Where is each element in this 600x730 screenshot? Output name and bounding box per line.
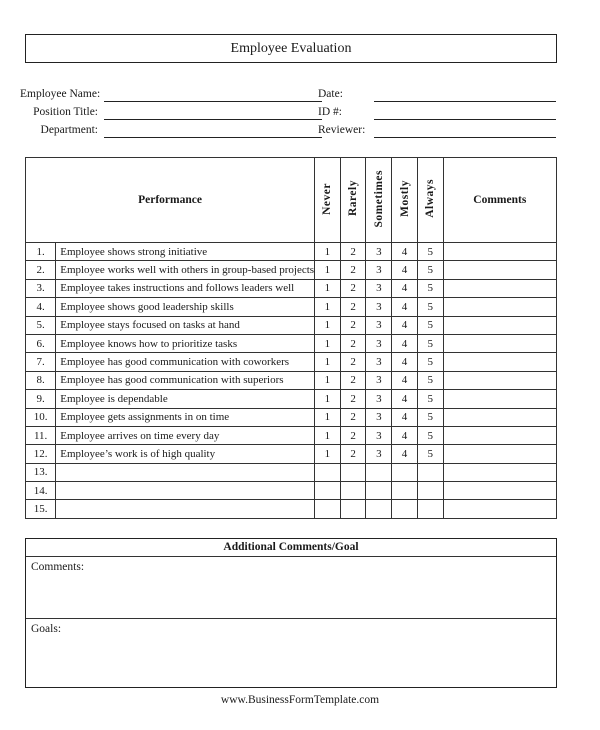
row-comment-cell[interactable] (443, 353, 556, 371)
rating-cell[interactable]: 4 (392, 261, 418, 279)
scale-header-sometimes: Sometimes (366, 158, 392, 243)
row-number: 15. (26, 500, 56, 518)
row-number: 14. (26, 482, 56, 500)
row-criterion: Employee has good communication with coworkers (56, 353, 315, 371)
department-field[interactable] (104, 137, 322, 138)
rating-cell[interactable]: 4 (392, 371, 418, 389)
date-label: Date: (318, 88, 343, 100)
row-number: 3. (26, 279, 56, 297)
row-comment-cell[interactable] (443, 334, 556, 352)
performance-table (25, 157, 557, 519)
rating-cell[interactable] (366, 463, 392, 481)
table-header-row (26, 158, 557, 243)
row-criterion: Employee takes instructions and follows leaders well (56, 279, 315, 297)
id-field[interactable] (374, 119, 556, 120)
table-row (26, 408, 557, 426)
rating-cell[interactable]: 3 (366, 390, 392, 408)
row-comment-cell[interactable] (443, 279, 556, 297)
scale-header-rarely: Rarely (340, 158, 366, 243)
performance-header: Performance (26, 158, 315, 243)
row-number: 9. (26, 390, 56, 408)
row-number: 12. (26, 445, 56, 463)
row-number: 5. (26, 316, 56, 334)
row-number: 10. (26, 408, 56, 426)
rating-cell[interactable]: 3 (366, 371, 392, 389)
rating-cell[interactable]: 4 (392, 298, 418, 316)
rating-cell[interactable] (392, 463, 418, 481)
rating-cell[interactable]: 2 (340, 371, 366, 389)
row-comment-cell[interactable] (443, 316, 556, 334)
rating-cell[interactable]: 2 (340, 334, 366, 352)
additional-comments-header: Additional Comments/Goal (26, 539, 556, 557)
rating-cell[interactable]: 1 (315, 371, 341, 389)
position-title-label: Position Title: (33, 106, 98, 118)
rating-cell[interactable]: 1 (315, 298, 341, 316)
row-comment-cell[interactable] (443, 390, 556, 408)
row-comment-cell[interactable] (443, 445, 556, 463)
row-number: 4. (26, 298, 56, 316)
rating-cell[interactable]: 2 (340, 353, 366, 371)
rating-cell[interactable]: 5 (417, 426, 443, 444)
table-row (26, 445, 557, 463)
rating-cell[interactable]: 1 (315, 243, 341, 261)
rating-cell[interactable]: 5 (417, 334, 443, 352)
reviewer-label: Reviewer: (318, 124, 366, 136)
row-criterion (56, 500, 315, 518)
row-criterion: Employee shows good leadership skills (56, 298, 315, 316)
rating-cell[interactable]: 2 (340, 279, 366, 297)
row-criterion: Employee arrives on time every day (56, 426, 315, 444)
row-number: 1. (26, 243, 56, 261)
row-comment-cell[interactable] (443, 243, 556, 261)
rating-cell[interactable]: 4 (392, 426, 418, 444)
rating-cell[interactable]: 5 (417, 371, 443, 389)
rating-cell[interactable]: 4 (392, 445, 418, 463)
rating-cell[interactable]: 2 (340, 390, 366, 408)
table-row (26, 463, 557, 481)
row-criterion: Employee works well with others in group-based projects (56, 261, 315, 279)
comments-label: Comments: (31, 561, 85, 573)
scale-header-mostly: Mostly (392, 158, 418, 243)
rating-cell[interactable]: 2 (340, 261, 366, 279)
table-row (26, 334, 557, 352)
rating-cell[interactable]: 2 (340, 408, 366, 426)
rating-cell[interactable]: 5 (417, 390, 443, 408)
row-comment-cell[interactable] (443, 463, 556, 481)
row-number: 11. (26, 426, 56, 444)
rating-cell[interactable] (392, 482, 418, 500)
rating-cell[interactable]: 4 (392, 316, 418, 334)
rating-cell[interactable]: 5 (417, 445, 443, 463)
row-criterion (56, 463, 315, 481)
rating-cell[interactable]: 1 (315, 445, 341, 463)
table-row (26, 261, 557, 279)
row-comment-cell[interactable] (443, 408, 556, 426)
rating-cell[interactable]: 5 (417, 243, 443, 261)
row-number: 6. (26, 334, 56, 352)
row-criterion: Employee shows strong initiative (56, 243, 315, 261)
rating-cell[interactable]: 2 (340, 445, 366, 463)
rating-cell[interactable]: 1 (315, 334, 341, 352)
comments-area[interactable] (26, 557, 556, 619)
rating-cell[interactable]: 2 (340, 243, 366, 261)
rating-cell[interactable]: 3 (366, 408, 392, 426)
employee-name-label: Employee Name: (20, 88, 101, 100)
rating-cell[interactable]: 5 (417, 408, 443, 426)
rating-cell[interactable] (315, 463, 341, 481)
table-row (26, 390, 557, 408)
rating-cell[interactable]: 1 (315, 390, 341, 408)
date-field[interactable] (374, 101, 556, 102)
rating-cell[interactable]: 5 (417, 316, 443, 334)
rating-cell[interactable]: 2 (340, 298, 366, 316)
scale-header-always: Always (417, 158, 443, 243)
rating-cell[interactable]: 3 (366, 445, 392, 463)
rating-cell[interactable]: 5 (417, 298, 443, 316)
rating-cell[interactable] (417, 500, 443, 518)
row-comment-cell[interactable] (443, 371, 556, 389)
position-title-field[interactable] (104, 119, 322, 120)
rating-cell[interactable]: 2 (340, 426, 366, 444)
row-criterion: Employee stays focused on tasks at hand (56, 316, 315, 334)
row-number: 7. (26, 353, 56, 371)
additional-comments-section (25, 538, 557, 688)
footer-url: www.BusinessFormTemplate.com (220, 694, 380, 706)
rating-cell[interactable]: 1 (315, 408, 341, 426)
reviewer-field[interactable] (374, 137, 556, 138)
employee-name-field[interactable] (104, 101, 322, 102)
row-criterion: Employee’s work is of high quality (56, 445, 315, 463)
row-criterion: Employee gets assignments in on time (56, 408, 315, 426)
row-comment-cell[interactable] (443, 500, 556, 518)
rating-cell[interactable]: 3 (366, 334, 392, 352)
table-row (26, 298, 557, 316)
rating-cell[interactable]: 4 (392, 390, 418, 408)
rating-cell[interactable]: 3 (366, 353, 392, 371)
row-criterion: Employee has good communication with superiors (56, 371, 315, 389)
row-criterion (56, 482, 315, 500)
rating-cell[interactable]: 1 (315, 353, 341, 371)
rating-cell[interactable]: 5 (417, 353, 443, 371)
rating-cell[interactable]: 4 (392, 353, 418, 371)
table-row (26, 482, 557, 500)
rating-cell[interactable]: 3 (366, 261, 392, 279)
rating-cell[interactable] (315, 500, 341, 518)
row-number: 13. (26, 463, 56, 481)
rating-cell[interactable]: 4 (392, 243, 418, 261)
id-label: ID #: (318, 106, 342, 118)
rating-cell[interactable] (315, 482, 341, 500)
row-number: 8. (26, 371, 56, 389)
rating-cell[interactable]: 3 (366, 316, 392, 334)
rating-cell[interactable] (366, 500, 392, 518)
rating-cell[interactable]: 2 (340, 316, 366, 334)
comments-header: Comments (443, 158, 556, 243)
rating-cell[interactable]: 3 (366, 243, 392, 261)
goals-label: Goals: (31, 623, 62, 635)
goals-area[interactable] (26, 619, 556, 639)
rating-cell[interactable]: 3 (366, 426, 392, 444)
rating-cell[interactable]: 5 (417, 279, 443, 297)
rating-cell[interactable]: 4 (392, 408, 418, 426)
rating-cell[interactable] (417, 482, 443, 500)
rating-cell[interactable]: 4 (392, 279, 418, 297)
department-label: Department: (40, 124, 98, 136)
table-row (26, 243, 557, 261)
row-comment-cell[interactable] (443, 261, 556, 279)
table-row (26, 316, 557, 334)
rating-cell[interactable]: 3 (366, 279, 392, 297)
table-body (26, 243, 557, 519)
table-row (26, 279, 557, 297)
row-comment-cell[interactable] (443, 298, 556, 316)
table-row (26, 353, 557, 371)
table-row (26, 500, 557, 518)
row-number: 2. (26, 261, 56, 279)
scale-header-never: Never (315, 158, 341, 243)
rating-cell[interactable]: 1 (315, 279, 341, 297)
rating-cell[interactable] (417, 463, 443, 481)
table-row (26, 371, 557, 389)
rating-cell[interactable] (340, 482, 366, 500)
table-row (26, 426, 557, 444)
rating-cell[interactable]: 1 (315, 316, 341, 334)
rating-cell[interactable]: 4 (392, 334, 418, 352)
rating-cell[interactable] (340, 500, 366, 518)
form-title: Employee Evaluation (25, 34, 557, 63)
rating-cell[interactable] (366, 482, 392, 500)
rating-cell[interactable] (392, 500, 418, 518)
rating-cell[interactable]: 3 (366, 298, 392, 316)
rating-cell[interactable]: 1 (315, 426, 341, 444)
row-comment-cell[interactable] (443, 482, 556, 500)
row-comment-cell[interactable] (443, 426, 556, 444)
row-criterion: Employee knows how to prioritize tasks (56, 334, 315, 352)
row-criterion: Employee is dependable (56, 390, 315, 408)
rating-cell[interactable]: 5 (417, 261, 443, 279)
rating-cell[interactable] (340, 463, 366, 481)
rating-cell[interactable]: 1 (315, 261, 341, 279)
